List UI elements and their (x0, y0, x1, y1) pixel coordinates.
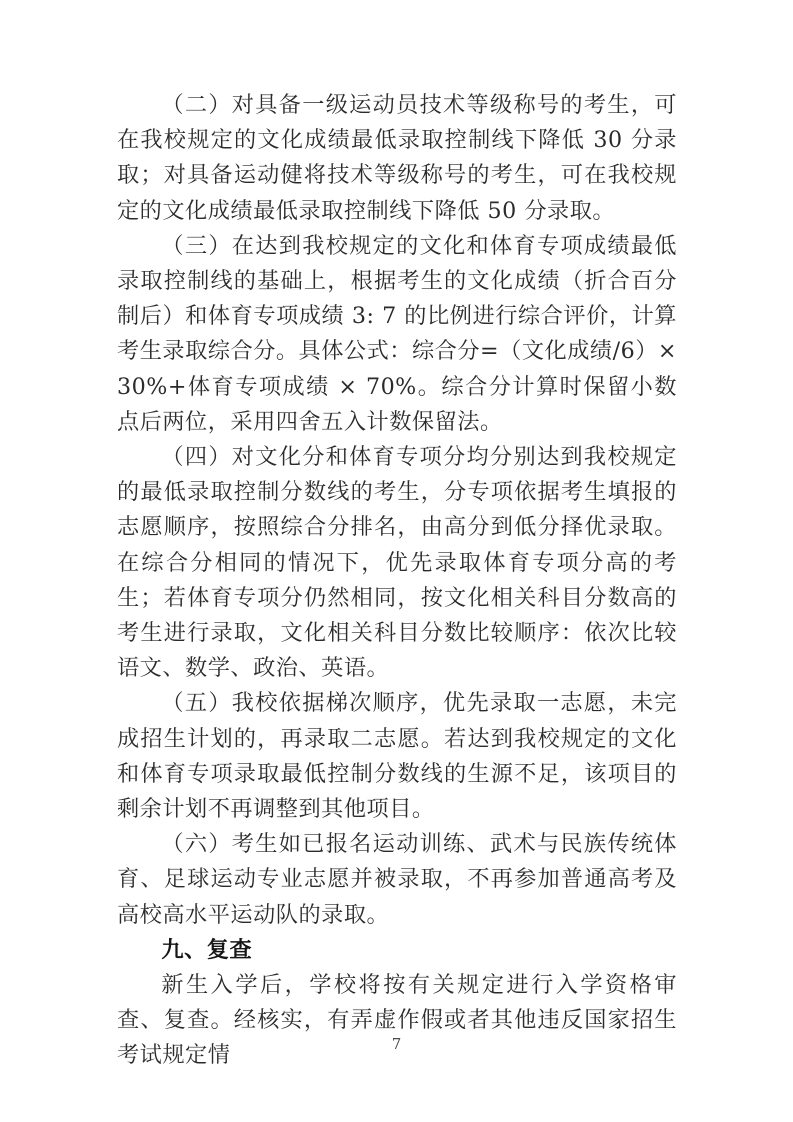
paragraph-section-9-body: 新生入学后，学校将按有关规定进行入学资格审查、复查。经核实，有弄虚作假或者其他违反国家招生考试规定情 (117, 972, 677, 1069)
paragraph-item-4: （四）对文化分和体育专项分均分别达到我校规定的最低录取控制分数线的考生，分专项依据考生填报的志愿顺序，按照综合分排名，由高分到低分择优录取。在综合分相同的情况下，优先录取体育专项分高的考生；若体育专项分仍然相同，按文化相关科目分数高的考生进行录取，文化相关科目分数比较顺序：依次比较语文、数学、政治、英语。 (117, 444, 677, 682)
page-number: 7 (391, 1035, 402, 1053)
paragraph-item-2: （二）对具备一级运动员技术等级称号的考生，可在我校规定的文化成绩最低录取控制线下降低 30 分录取；对具备运动健将技术等级称号的考生，可在我校规定的文化成绩最低录取控制线下降低 50 分录取。 (117, 92, 677, 224)
page-content (117, 88, 677, 1074)
section-heading-9: 九、复查 (161, 936, 253, 963)
paragraph-item-6: （六）考生如已报名运动训练、武术与民族传统体育、足球运动专业志愿并被录取，不再参加普通高考及高校高水平运动队的录取。 (117, 831, 677, 928)
paragraph-item-3: （三）在达到我校规定的文化和体育专项成绩最低录取控制线的基础上，根据考生的文化成绩（折合百分制后）和体育专项成绩 3: 7 的比例进行综合评价，计算考生录取综合分。具体公式：综合分=（文化成绩/6）× 30%+体育专项成绩 × 70%。综合分计算时保留小数点后两位，采用四舍五入计数保留法。 (117, 232, 677, 435)
paragraph-item-5: （五）我校依据梯次顺序，优先录取一志愿，未完成招生计划的，再录取二志愿。若达到我校规定的文化和体育专项录取最低控制分数线的生源不足，该项目的剩余计划不再调整到其他项目。 (117, 690, 677, 823)
